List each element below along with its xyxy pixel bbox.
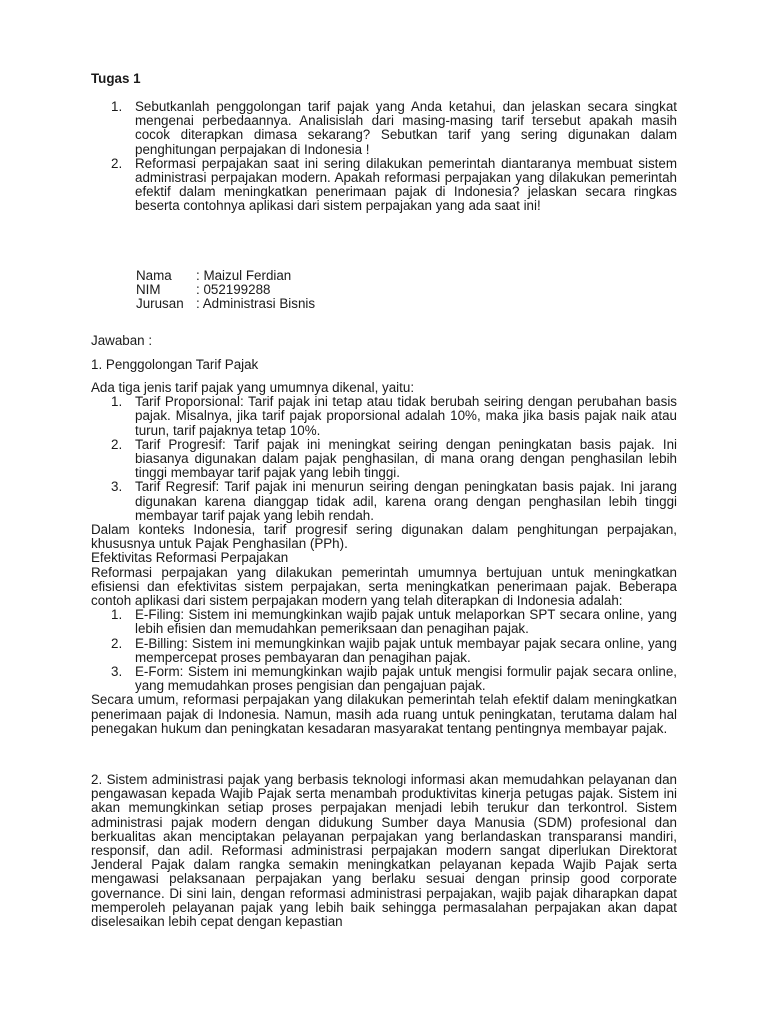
jurusan-label: Jurusan <box>136 296 184 312</box>
answer-section-1 <box>91 381 677 736</box>
tariff-item <box>91 480 677 523</box>
question-number: 2. <box>111 155 123 171</box>
student-identity <box>136 269 315 312</box>
jurusan-value: : Administrasi Bisnis <box>196 296 316 312</box>
question-list <box>91 100 677 214</box>
question-number: 1. <box>111 99 123 114</box>
question-text: Sebutkanlah penggolongan tarif pajak yang Anda ketahui, dan jelaskan secara singkat mengenai perbedaannya. Analisislah dari masing-masing tarif tersebut apakah masih cocok diterapkan dimasa sekarang? Sebutkan tarif yang sering digunakan dalam penghitungan perpajakan di Indonesia ! <box>135 99 677 157</box>
app-number: 2. <box>111 635 123 651</box>
tariff-text: Tarif Proporsional: Tarif pajak ini tetap atau tidak berubah seiring dengan perubahan basis pajak. Misalnya, jika tarif pajak proporsional adalah 10%, maka jika basis pajak naik atau turun, tarif pajaknya tetap 10%. <box>135 394 677 438</box>
app-number: 3. <box>111 664 123 680</box>
app-number: 1. <box>111 607 123 623</box>
tariff-text: Tarif Progresif: Tarif pajak ini meningkat seiring dengan peningkatan basis pajak. Ini biasanya digunakan dalam pajak penghasilan, di mana orang dengan penghasilan lebih tinggi membayar tarif pajak yang lebih tinggi. <box>135 436 677 481</box>
conclusion-paragraph: Secara umum, reformasi perpajakan yang dilakukan pemerintah telah efektif dalam meningkatkan penerimaan pajak di Indonesia. Namun, masih ada ruang untuk peningkatan, terutama dalam hal penegakan hukum dan peningkatan kesadaran masyarakat tentang pentingnya membayar pajak. <box>91 692 677 736</box>
effectiveness-intro: Reformasi perpajakan yang dilakukan pemerintah umumnya bertujuan untuk meningkatkan efisiensi dan efektivitas sistem perpajakan, serta meningkatkan penerimaan pajak. Beberapa contoh aplikasi dari sistem perpajakan modern yang telah diterapkan di Indonesia adalah: <box>91 564 677 609</box>
question-text: Reformasi perpajakan saat ini sering dilakukan pemerintah diantaranya membuat sistem administrasi perpajakan modern. Apakah reformasi perpajakan yang dilakukan pemerintah efektif dalam meningkatkan penerimaan pajak di Indonesia? jelaskan secara ringkas beserta contohnya aplikasi dari sistem perpajakan yang ada saat ini! <box>135 155 677 214</box>
tariff-item <box>91 395 677 438</box>
context-paragraph: Dalam konteks Indonesia, tarif progresif sering digunakan dalam penghitungan perpajakan, khususnya untuk Pajak Penghasilan (PPh). <box>91 522 677 552</box>
nama-label: Nama <box>136 268 172 283</box>
question-item <box>91 157 677 214</box>
app-text: E-Filing: Sistem ini memungkinkan wajib pajak untuk melaporkan SPT secara online, yang lebih efisien dan memudahkan pemeriksaan dan penagihan pajak. <box>135 607 677 637</box>
tariff-number: 1. <box>111 394 123 410</box>
app-item <box>91 665 677 693</box>
identity-row-jurusan <box>136 297 315 311</box>
nim-value: : 052199288 <box>196 282 271 298</box>
document-title: Tugas 1 <box>91 71 141 86</box>
tariff-text: Tarif Regresif: Tarif pajak ini menurun seiring dengan peningkatan basis pajak. Ini jarang digunakan karena dianggap tidak adil, karena orang dengan penghasilan lebih tinggi membayar tarif pajak yang lebih rendah. <box>135 479 677 523</box>
app-item <box>91 608 677 636</box>
tariff-item <box>91 438 677 481</box>
app-text: E-Form: Sistem ini memungkinkan wajib pajak untuk mengisi formulir pajak secara online, yang memudahkan proses pengisian dan pengajuan pajak. <box>135 664 677 694</box>
answer-section-2: 2. Sistem administrasi pajak yang berbasis teknologi informasi akan memudahkan pelayanan dan pengawasan kepada Wajib Pajak serta menambah produktivitas kinerja petugas pajak. Sistem ini akan memungkinkan setiap proses perpajakan menjadi lebih terukur dan terkontrol. Sistem administrasi pajak modern dengan didukung Sumber daya Manusia (SDM) profesional dan berkualitas akan menciptakan pelayanan perpajakan yang berlandaskan transparansi mandiri, responsif, dan adil. Reformasi administrasi perpajakan modern sangat diperlukan Direktorat Jenderal Pajak dalam rangka semakin meningkatkan pelayanan kepada Wajib Pajak serta mengawasi pelaksanaan perpajakan yang berlaku sesuai dengan prinsip good corporate governance. Di sini lain, dengan reformasi administrasi perpajakan, wajib pajak diharapkan dapat memperoleh pelayanan pajak yang lebih baik sehingga permasalahan perpajakan akan dapat diselesaikan lebih cepat dengan kepastian <box>91 772 677 930</box>
tariff-number: 2. <box>111 436 123 452</box>
section1-title: 1. Penggolongan Tarif Pajak <box>91 357 259 372</box>
tariff-intro: Ada tiga jenis tarif pajak yang umumnya dikenal, yaitu: <box>91 380 415 395</box>
identity-row-nama <box>136 269 315 283</box>
nim-label: NIM <box>136 282 161 298</box>
answer-heading: Jawaban : <box>91 333 153 348</box>
question-item <box>91 100 677 157</box>
tariff-number: 3. <box>111 479 123 495</box>
nama-value: : Maizul Ferdian <box>196 268 292 283</box>
effectiveness-title: Efektivitas Reformasi Perpajakan <box>91 550 289 566</box>
app-text: E-Billing: Sistem ini memungkinkan wajib pajak untuk membayar pajak secara online, yang mempercepat proses pembayaran dan penagihan pajak. <box>135 635 677 665</box>
identity-row-nim <box>136 283 315 297</box>
app-item <box>91 637 677 665</box>
